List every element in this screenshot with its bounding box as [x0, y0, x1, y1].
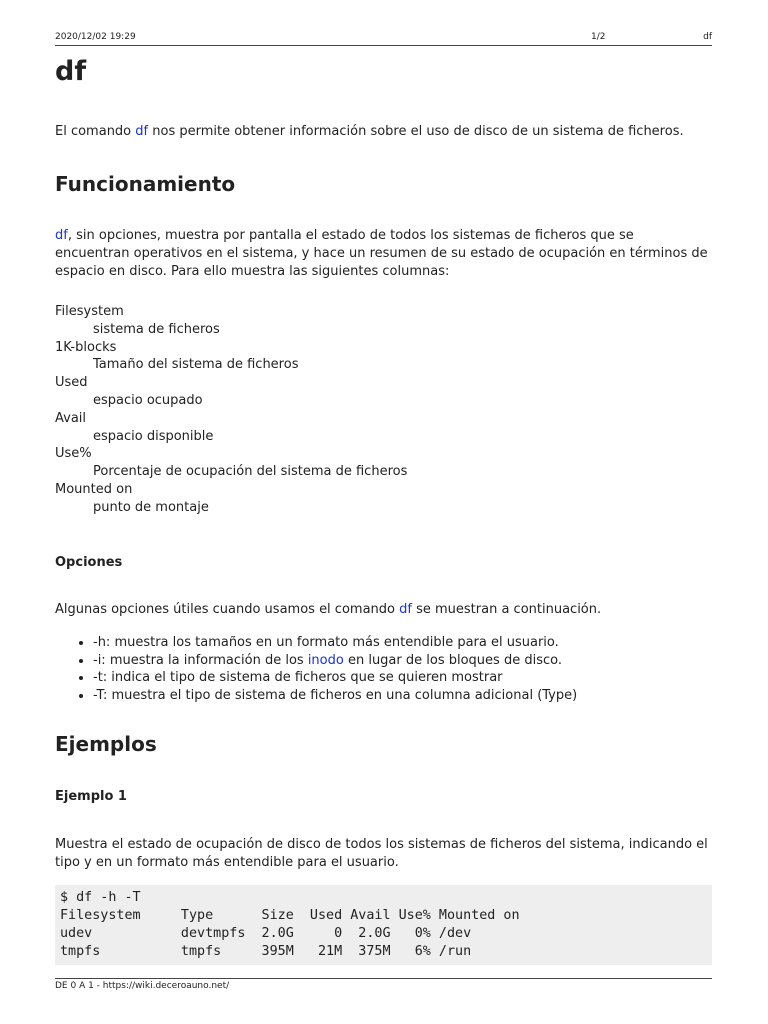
column-term: Filesystem	[55, 304, 124, 319]
page-footer: DE 0 A 1 - https://wiki.deceroauno.net/	[55, 978, 712, 991]
example-1-heading: Ejemplo 1	[55, 789, 127, 804]
column-description: espacio ocupado	[93, 392, 203, 408]
column-description: Tamaño del sistema de ficheros	[93, 357, 299, 373]
column-term: 1K-blocks	[55, 339, 117, 355]
option-item	[93, 652, 577, 670]
column-term: Mounted on	[55, 481, 133, 497]
page-header	[55, 31, 712, 46]
funcionamiento-paragraph	[55, 227, 712, 281]
column-description: punto de montaje	[93, 499, 209, 515]
column-term: Use%	[55, 446, 92, 462]
section-heading-funcionamiento: Funcionamiento	[55, 172, 236, 196]
option-text-after: en lugar de los bloques de disco.	[343, 652, 562, 668]
intro-text-before: El comando	[55, 124, 136, 139]
opciones-text-before: Algunas opciones útiles cuando usamos el comando	[55, 602, 400, 617]
column-description: Porcentaje de ocupación del sistema de ficheros	[93, 464, 408, 480]
funcionamiento-text: , sin opciones, muestra por pantalla el estado de todos los sistemas de ficheros que se encuentran operativos en el sistema, y hace un resumen de su estado de ocupación en términos de espacio en disco. Para ello muestra las siguientes columnas:	[55, 228, 708, 279]
intro-text-after: nos permite obtener información sobre el uso de disco de un sistema de ficheros.	[148, 124, 684, 139]
header-page-number: 1/2	[591, 32, 606, 42]
page-title: df	[55, 56, 87, 87]
header-doc-name: df	[703, 32, 712, 42]
opciones-paragraph	[55, 601, 601, 619]
opciones-text-after: se muestran a continuación.	[411, 602, 602, 617]
options-list	[55, 634, 577, 704]
option-item: • -t: indica el tipo de sistema de ficheros que se quieren mostrar	[93, 669, 577, 687]
intro-paragraph	[55, 123, 684, 141]
column-term: Used	[55, 375, 88, 391]
option-item: • -T: muestra el tipo de sistema de ficheros en una columna adicional (Type)	[93, 687, 577, 705]
df-link[interactable]: df	[135, 124, 149, 139]
inodo-link[interactable]: inodo	[307, 652, 344, 668]
example-1-paragraph: Muestra el estado de ocupación de disco de todos los sistemas de ficheros del sistema, indicando el tipo y en un formato más entendible para el usuario.	[55, 837, 708, 870]
example-1-code-block: $ df -h -T Filesystem Type Size Used Avail Use% Mounted on udev devtmpfs 2.0G 0 2.0G 0% /dev tmpfs tmpfs 395M 21M 375M 6% /run	[55, 885, 712, 965]
df-link[interactable]: df	[55, 228, 68, 243]
header-date: 2020/12/02 19:29	[55, 32, 136, 42]
section-heading-ejemplos: Ejemplos	[55, 732, 157, 756]
column-description: sistema de ficheros	[93, 321, 220, 337]
option-item: • -h: muestra los tamaños en un formato más entendible para el usuario.	[93, 634, 577, 652]
df-link[interactable]: df	[399, 602, 412, 617]
column-description: espacio disponible	[93, 428, 214, 444]
columns-definition-list	[55, 303, 407, 517]
section-heading-opciones: Opciones	[55, 555, 123, 570]
option-text-before: -i: muestra la información de los	[93, 652, 308, 668]
column-term: Avail	[55, 410, 87, 426]
